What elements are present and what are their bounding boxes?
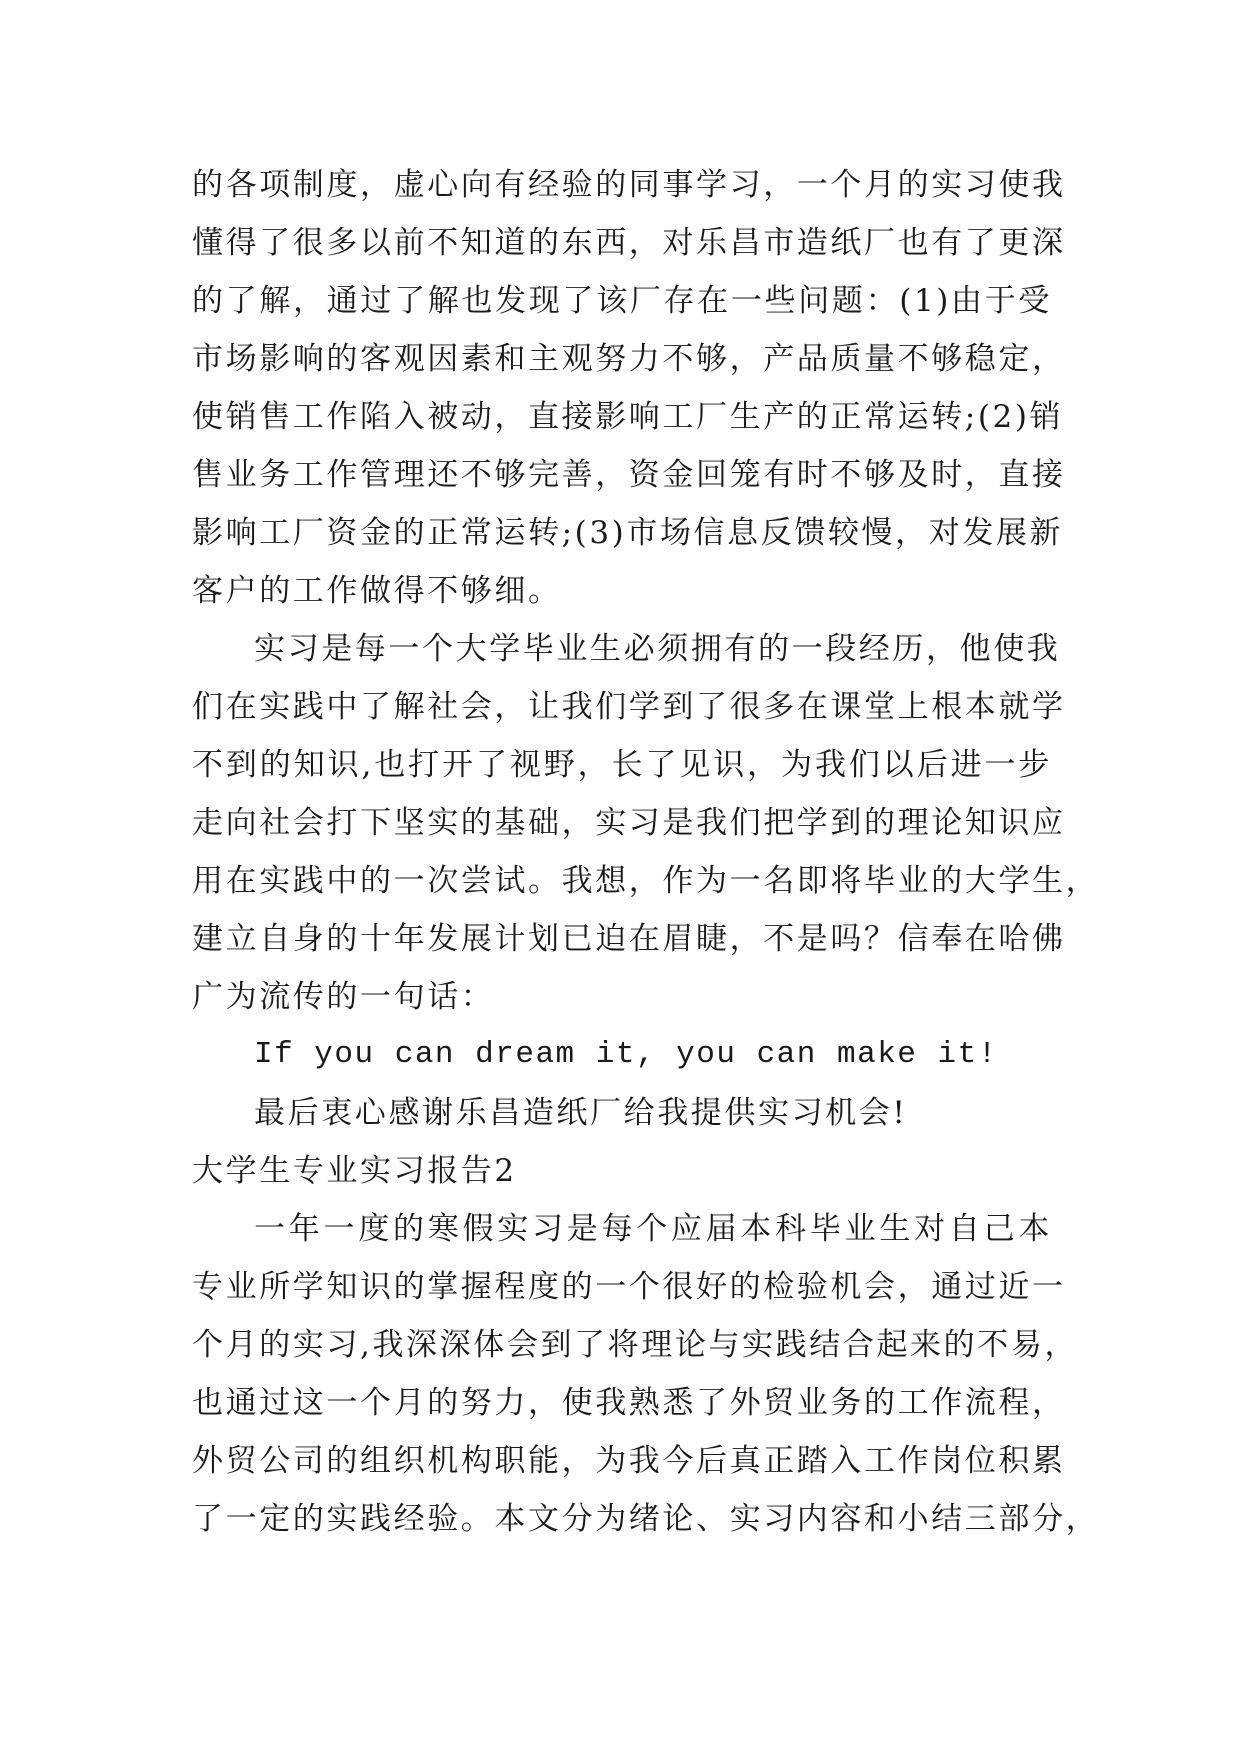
paragraph-line: 外贸公司的组织机构职能，为我今后真正踏入工作岗位积累 <box>192 1443 1066 1479</box>
paragraph-line: 也通过这一个月的努力，使我熟悉了外贸业务的工作流程， <box>192 1385 1066 1421</box>
section-heading: 大学生专业实习报告2 <box>192 1153 517 1189</box>
paragraph-line: 走向社会打下坚实的基础，实习是我们把学到的理论知识应 <box>192 805 1066 841</box>
paragraph-line: 懂得了很多以前不知道的东西，对乐昌市造纸厂也有了更深 <box>192 225 1066 261</box>
paragraph-line: 专业所学知识的掌握程度的一个很好的检验机会，通过近一 <box>192 1269 1066 1305</box>
paragraph-line: 建立自身的十年发展计划已迫在眉睫，不是吗？信奉在哈佛 <box>192 921 1066 957</box>
paragraph-line: 不到的知识,也打开了视野，长了见识，为我们以后进一步 <box>192 747 1052 783</box>
paragraph-line: 的了解，通过了解也发现了该厂存在一些问题：(1)由于受 <box>192 283 1052 319</box>
quote-line: If you can dream it, you can make it! <box>254 1037 998 1072</box>
paragraph-line: 市场影响的客观因素和主观努力不够，产品质量不够稳定， <box>192 341 1066 377</box>
paragraph-line: 客户的工作做得不够细。 <box>192 573 562 609</box>
paragraph-line: 使销售工作陷入被动，直接影响工厂生产的正常运转;(2)销 <box>192 399 1064 435</box>
paragraph-first-line: 一年一度的寒假实习是每个应届本科毕业生对自己本 <box>254 1211 1052 1247</box>
paragraph-line: 的各项制度，虚心向有经验的同事学习，一个月的实习使我 <box>192 167 1066 203</box>
paragraph-line: 影响工厂资金的正常运转;(3)市场信息反馈较慢，对发展新 <box>192 515 1064 551</box>
paragraph-line: 售业务工作管理还不够完善，资金回笼有时不够及时，直接 <box>192 457 1066 493</box>
paragraph-line: 个月的实习,我深深体会到了将理论与实践结合起来的不易， <box>192 1327 1079 1363</box>
paragraph-line: 们在实践中了解社会，让我们学到了很多在课堂上根本就学 <box>192 689 1066 725</box>
paragraph-line: 用在实践中的一次尝试。我想，作为一名即将毕业的大学生， <box>192 863 1100 899</box>
paragraph-line: 了一定的实践经验。本文分为绪论、实习内容和小结三部分， <box>192 1501 1100 1537</box>
paragraph-first-line: 实习是每一个大学毕业生必须拥有的一段经历，他使我 <box>254 631 1061 667</box>
thanks-line: 最后衷心感谢乐昌造纸厂给我提供实习机会! <box>254 1095 908 1131</box>
paragraph-line: 广为流传的一句话： <box>192 979 495 1015</box>
